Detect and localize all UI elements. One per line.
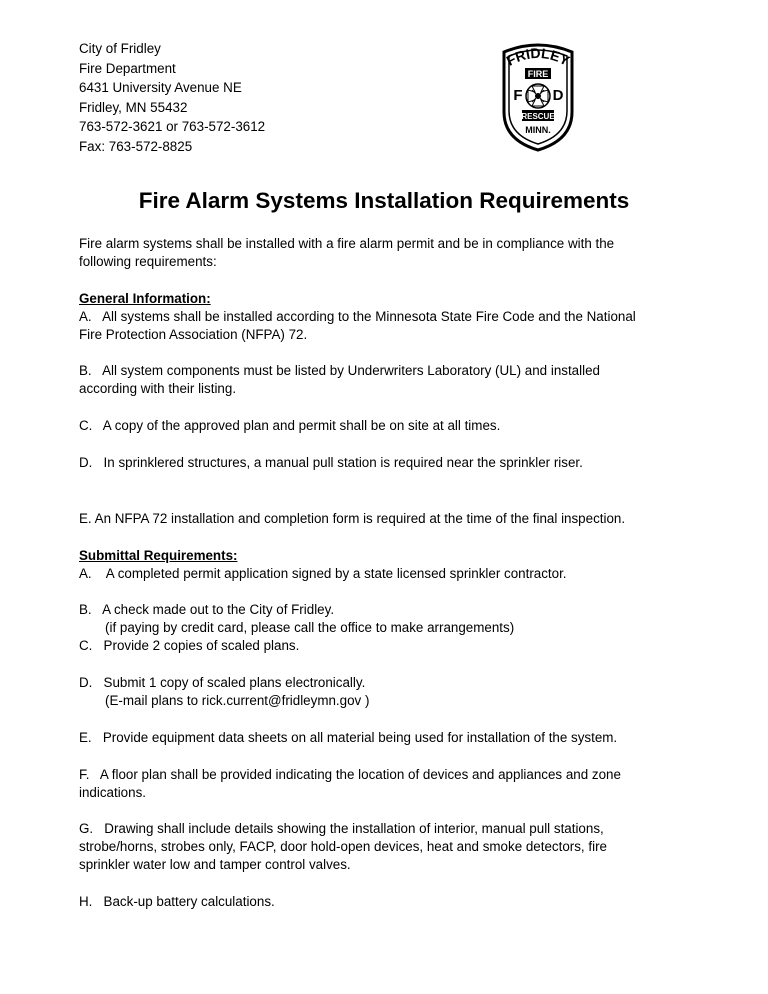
- item-line: C. Provide 2 copies of scaled plans.: [79, 638, 300, 653]
- logo-top-text: FRIDLEY: [503, 44, 573, 69]
- item-line: strobe/horns, strobes only, FACP, door hold-open devices, heat and smoke detectors, fire: [79, 839, 607, 854]
- item-line: G. Drawing shall include details showing the installation of interior, manual pull stations,: [79, 821, 604, 836]
- item-line: A. All systems shall be installed according to the Minnesota State Fire Code and the National: [79, 309, 636, 324]
- submittal-item-b-c: [79, 601, 699, 655]
- logo-bottom-text: MINN.: [525, 125, 551, 135]
- submittal-item-a: [79, 565, 699, 583]
- address-line: Fax: 763-572-8825: [79, 138, 193, 154]
- item-line: F. A floor plan shall be provided indicating the location of devices and appliances and zone: [79, 767, 621, 782]
- item-line: D. In sprinklered structures, a manual pull station is required near the sprinkler riser.: [79, 455, 583, 470]
- general-item-d: [79, 454, 699, 472]
- department-address: [79, 39, 265, 156]
- submittal-item-h: [79, 893, 699, 911]
- address-line: 763-572-3621 or 763-572-3612: [79, 119, 266, 134]
- section-heading: Submittal Requirements:: [79, 548, 238, 563]
- address-line: Fridley, MN 55432: [79, 99, 188, 115]
- submittal-item-g: [79, 820, 699, 874]
- item-line: sprinkler water low and tamper control valves.: [79, 857, 351, 872]
- item-line: according with their listing.: [79, 381, 237, 396]
- submittal-item-d: [79, 674, 699, 710]
- logo-rescue-text: RESCUE: [521, 112, 555, 121]
- general-item-e: [79, 510, 699, 528]
- general-item-c: [79, 417, 699, 435]
- item-line: (if paying by credit card, please call the office to make arrangements): [79, 620, 515, 635]
- fire-department-badge-logo: [498, 42, 578, 152]
- logo-fire-text: FIRE: [527, 69, 549, 79]
- submittal-heading: [79, 547, 699, 565]
- intro-paragraph: [79, 235, 699, 271]
- maltese-cross-icon: [526, 84, 550, 108]
- item-line: B. All system components must be listed by Underwriters Laboratory (UL) and installed: [79, 363, 600, 378]
- item-line: A. A completed permit application signed by a state licensed sprinkler contractor.: [79, 566, 567, 581]
- general-item-b: [79, 362, 699, 398]
- general-item-a: [79, 308, 699, 344]
- intro-line: Fire alarm systems shall be installed with a fire alarm permit and be in compliance with the: [79, 236, 615, 251]
- page-title: Fire Alarm Systems Installation Requirements: [138, 188, 630, 213]
- logo-letter-f: F: [513, 87, 523, 104]
- submittal-item-e: [79, 729, 699, 747]
- address-line: Fire Department: [79, 60, 176, 76]
- item-line: E. An NFPA 72 installation and completion form is required at the time of the final inspection.: [79, 511, 626, 526]
- item-line: H. Back-up battery calculations.: [79, 894, 275, 909]
- item-line: Fire Protection Association (NFPA) 72.: [79, 327, 308, 342]
- submittal-item-f: [79, 766, 699, 802]
- item-line: B. A check made out to the City of Fridley.: [79, 602, 335, 617]
- general-heading: [79, 290, 699, 308]
- item-line: D. Submit 1 copy of scaled plans electronically.: [79, 675, 366, 690]
- logo-letter-d: D: [552, 87, 564, 104]
- item-line: E. Provide equipment data sheets on all material being used for installation of the system.: [79, 730, 618, 745]
- item-line: indications.: [79, 785, 146, 800]
- item-line: C. A copy of the approved plan and permit shall be on site at all times.: [79, 418, 501, 433]
- item-line: (E-mail plans to rick.current@fridleymn.gov ): [79, 693, 370, 708]
- section-heading: General Information:: [79, 291, 211, 306]
- address-line: City of Fridley: [79, 41, 161, 56]
- address-line: 6431 University Avenue NE: [79, 80, 242, 95]
- intro-line: following requirements:: [79, 254, 217, 269]
